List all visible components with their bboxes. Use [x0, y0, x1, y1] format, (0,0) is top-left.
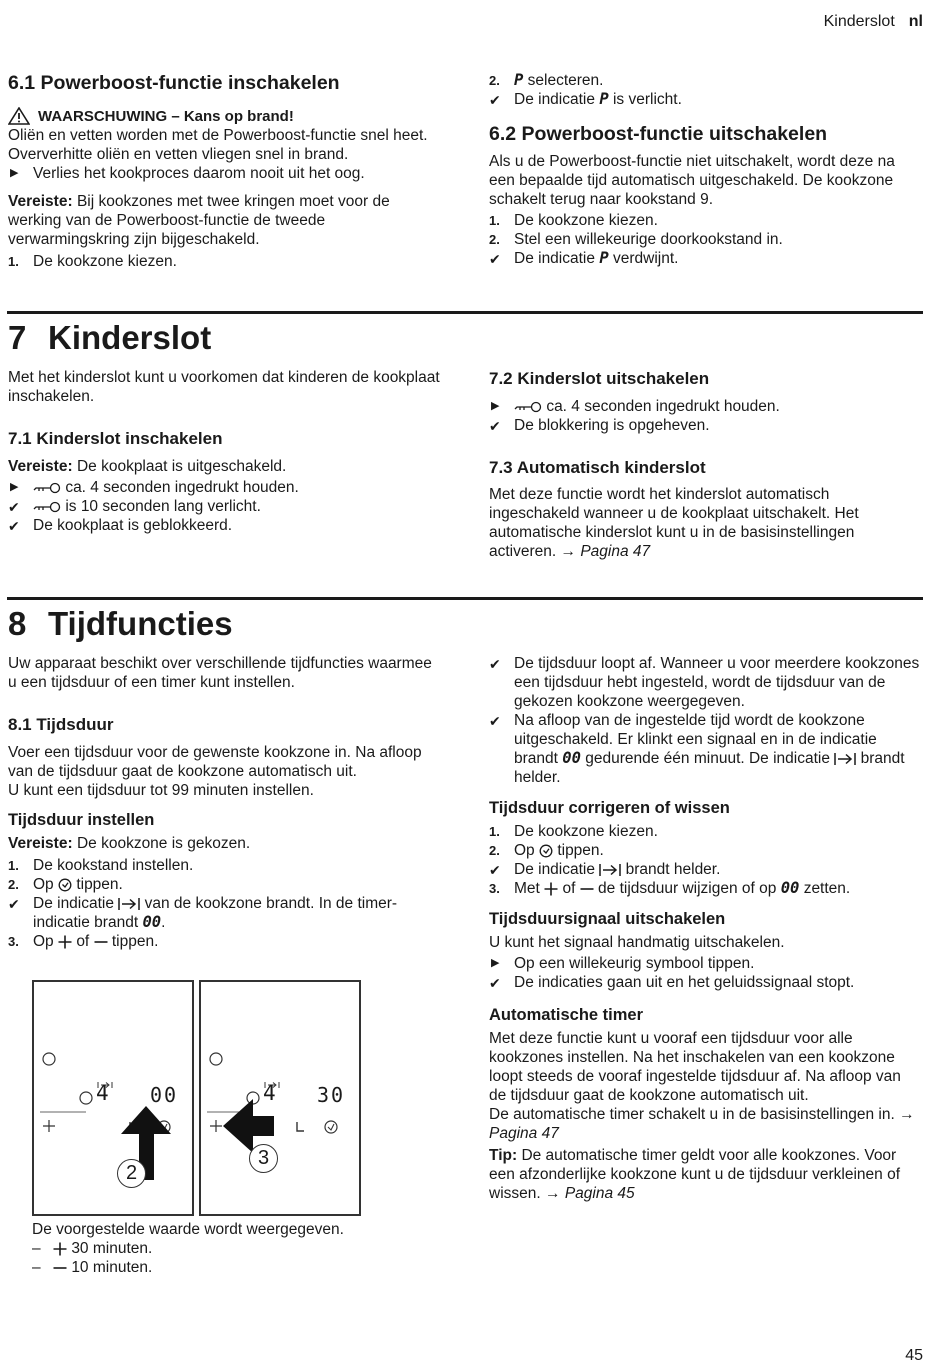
timer-clock-icon [539, 844, 553, 858]
chapter-7-intro: Met het kinderslot kunt u voorkomen dat kinderen de kookplaat inschakelen. [8, 369, 440, 405]
result: ✔ De indicatie van de kookzone brandt. In de timer-indicatie brandt 00. [8, 895, 398, 931]
step-text-c: de tijdsduur wijzigen of op [598, 880, 777, 897]
section-7-right [489, 368, 921, 561]
section-7-left [8, 368, 440, 535]
action-arrow-icon: ▶ [491, 400, 500, 412]
running-header [824, 12, 923, 31]
warning-action-text: Verlies het kookproces daarom nooit uit het oog. [33, 165, 365, 182]
step-2 [489, 71, 921, 90]
powerboost-symbol: P [514, 71, 524, 89]
result-text: De kookplaat is geblokkeerd. [33, 517, 233, 534]
result-text: De blokkering is opgeheven. [514, 417, 710, 434]
chapter-number: 8 [8, 605, 27, 642]
minus-icon [580, 882, 594, 896]
requirement-text: De kookzone is gekozen. [76, 835, 251, 852]
key-lock-icon [33, 501, 61, 513]
action [489, 397, 921, 416]
check-icon: ✔ [8, 518, 20, 534]
check-icon: ✔ [489, 862, 501, 878]
tip [489, 1146, 921, 1203]
step-text-a: Met [514, 880, 540, 897]
step-number: 2. [489, 73, 500, 88]
requirement-text: Bij kookzones met twee kringen moet voor de werking van de Powerboost-functie de tweede verwarmingskring zijn bijgeschakeld. [8, 193, 390, 248]
result-text: is 10 seconden lang verlicht. [65, 498, 261, 515]
chapter-7-heading [8, 318, 211, 358]
ref-arrow-icon: → [899, 1106, 915, 1123]
step-text-a: Op [33, 933, 54, 950]
action-arrow-icon: ▶ [10, 167, 19, 179]
action-text: ca. 4 seconden ingedrukt houden. [65, 479, 299, 496]
automatische-timer-text-1: Met deze functie kunt u vooraf een tijdsduur voor alle kookzones instellen. Na het inschakelen van een kookzone loopt steeds de vooraf ingestelde tijdsduur af. Na afloop van de tijdsduur gaat de kookzone automatisch uit. [489, 1030, 901, 1104]
plus-option [8, 1239, 440, 1258]
action-arrow-icon: ▶ [10, 481, 19, 493]
display-zero-symbol: 00 [780, 879, 800, 897]
step-3 [8, 932, 440, 951]
step-text-a: Op [514, 842, 535, 859]
powerboost-symbol: P [599, 249, 609, 267]
step-text-c: tippen. [111, 933, 159, 950]
signaal-text: U kunt het signaal handmatig uitschakelen. [489, 934, 785, 951]
step-number: 2. [489, 843, 500, 858]
step-2 [489, 841, 921, 860]
key-lock-icon [33, 482, 61, 494]
chapter-number: 7 [8, 319, 27, 356]
chapter-rule [7, 311, 923, 314]
action [489, 954, 921, 973]
tip-text: De automatische timer geldt voor alle kookzones. Voor een afzonderlijke kookzone kunt u de tijdsduur verkleinen of wissen. [489, 1147, 901, 1202]
section-8-1-text-2: U kunt een tijdsduur tot 99 minuten instellen. [8, 782, 314, 799]
dash-marker: – [32, 1259, 41, 1276]
section-6-2-title: 6.2 Powerboost-functie uitschakelen [489, 123, 828, 145]
step-text-b: of [76, 933, 90, 950]
section-8-1-title: 8.1 Tijdsduur [8, 715, 114, 734]
timer-indicator-icon [118, 897, 140, 911]
plus-icon [58, 935, 72, 949]
requirement-label: Vereiste: [8, 193, 73, 210]
step-number: 3. [8, 934, 19, 949]
check-icon: ✔ [489, 713, 501, 729]
step-number: 3. [489, 881, 500, 896]
chapter-rule [7, 597, 923, 600]
warning-box [8, 107, 440, 126]
power-level-digit: 4 [96, 1081, 109, 1105]
section-6-1 [8, 71, 440, 271]
step-text: selecteren. [527, 72, 604, 89]
step-text-b: tippen. [557, 842, 604, 859]
power-level-digit: 4 [263, 1081, 276, 1105]
header-section: Kinderslot [823, 13, 895, 30]
timer-indicator-icon [599, 863, 621, 877]
header-lang: nl [908, 13, 923, 30]
tip-label: Tip: [489, 1147, 518, 1164]
plus-icon [53, 1242, 67, 1256]
tijdsduur-instellen-title: Tijdsduur instellen [8, 811, 155, 829]
result-text: De indicaties gaan uit en het geluidssignaal stopt. [514, 974, 855, 991]
step-text: Stel een willekeurige doorkookstand in. [514, 231, 783, 248]
warning-title: WAARSCHUWING – Kans op brand! [38, 108, 294, 125]
check-icon: ✔ [8, 499, 20, 515]
result-text-b: gedurende één minuut. De indicatie [585, 750, 830, 767]
requirement-text: De kookplaat is uitgeschakeld. [76, 458, 287, 475]
result-text: De tijdsduur loopt af. Wanneer u voor meerdere kookzones een tijdsduur hebt ingesteld, wordt de tijdsduur van de gekozen kookzone weergegeven. [514, 655, 920, 710]
page-reference[interactable]: Pagina 45 [564, 1185, 635, 1202]
step-1 [489, 211, 921, 230]
result-text-b: brandt helder. [625, 861, 721, 878]
step-1 [8, 856, 440, 875]
action-text: ca. 4 seconden ingedrukt houden. [546, 398, 780, 415]
step-2 [8, 875, 440, 894]
proposed-value-text: De voorgestelde waarde wordt weergegeven. [32, 1221, 344, 1238]
check-icon: ✔ [489, 656, 501, 672]
callout-number: 2 [117, 1159, 146, 1188]
result-text-c: brandt helder. [514, 750, 905, 786]
chapter-title: Tijdfuncties [48, 605, 233, 642]
step-text: De kookzone kiezen. [33, 253, 177, 270]
step-text-b: tippen. [76, 876, 123, 893]
requirement-label: Vereiste: [8, 835, 73, 852]
step-text: De kookstand instellen. [33, 857, 194, 874]
check-icon: ✔ [489, 975, 501, 991]
after-panel [8, 1220, 440, 1277]
minus-icon [94, 935, 108, 949]
result [489, 860, 921, 879]
result-2 [489, 711, 921, 787]
result [489, 249, 921, 268]
step-text-b: of [562, 880, 576, 897]
automatische-timer-title: Automatische timer [489, 1006, 644, 1024]
warning-text: Oliën en vetten worden met de Powerboost-functie snel heet. Oververhitte oliën en vetten vliegen snel in brand. [8, 127, 428, 163]
requirement [8, 192, 440, 249]
section-7-3-body: Met deze functie wordt het kinderslot automatisch ingeschakeld wanneer u de kookplaat uitschakelt. Het automatische kinderslot kunt u in de basisinstellingen activeren. [489, 486, 859, 560]
page-reference[interactable]: Pagina 47 [580, 543, 651, 560]
timer-clock-icon [58, 878, 72, 892]
section-7-2-title: 7.2 Kinderslot uitschakelen [489, 369, 710, 388]
step-2 [489, 230, 921, 249]
check-icon: ✔ [489, 251, 501, 267]
minus-option-text: 10 minuten. [71, 1259, 153, 1276]
step-number: 1. [489, 213, 500, 228]
page-reference[interactable]: Pagina 47 [489, 1125, 559, 1142]
result-1 [489, 654, 921, 711]
check-icon: ✔ [489, 418, 501, 434]
section-7-3-title: 7.3 Automatisch kinderslot [489, 458, 706, 477]
section-6-1-cont [489, 71, 921, 268]
result [489, 416, 921, 435]
step-text-d: zetten. [803, 880, 851, 897]
step-number: 1. [8, 858, 19, 873]
chapter-8-intro: Uw apparaat beschikt over verschillende tijdfuncties waarmee u een tijdsduur of een timer kunt instellen. [8, 655, 432, 691]
step-1 [8, 252, 440, 271]
control-panel-illustration-2 [199, 980, 361, 1216]
ref-arrow-icon: → [560, 543, 577, 560]
result-text-a: De indicatie [33, 895, 114, 912]
key-lock-icon [514, 401, 542, 413]
timer-display-digits: 00 [150, 1083, 179, 1107]
control-panel-illustration-1 [32, 980, 194, 1216]
action-arrow-icon: ▶ [491, 957, 500, 969]
signaal-title: Tijdsduursignaal uitschakelen [489, 910, 726, 928]
check-icon: ✔ [8, 896, 20, 912]
powerboost-symbol: P [599, 90, 609, 108]
minus-icon [53, 1261, 67, 1275]
section-8-left [8, 654, 440, 951]
section-8-1-text-1: Voer een tijdsduur voor de gewenste kookzone in. Na afloop van de tijdsduur gaat de kookzone automatisch uit. [8, 744, 422, 780]
warning-action [8, 164, 440, 183]
action-text: Op een willekeurig symbool tippen. [514, 955, 755, 972]
step-3 [489, 879, 921, 898]
result-text-a: Na afloop van de ingestelde tijd wordt de kookzone uitgeschakeld. Er klinkt een signaal en in de indicatie brandt [514, 712, 877, 767]
result-1 [8, 497, 440, 516]
dash-marker: – [32, 1240, 41, 1257]
result-text-b: verdwijnt. [612, 250, 679, 267]
display-zero-symbol: 00 [562, 749, 581, 767]
chapter-8-heading [8, 604, 233, 644]
minus-option [8, 1258, 440, 1277]
callout-number: 3 [249, 1144, 278, 1173]
step-text: De kookzone kiezen. [514, 212, 658, 229]
check-icon: ✔ [489, 92, 501, 108]
step-number: 1. [8, 254, 19, 269]
corrigeren-title: Tijdsduur corrigeren of wissen [489, 799, 730, 817]
ref-arrow-icon: → [545, 1185, 561, 1202]
result [489, 973, 921, 992]
section-7-1-title: 7.1 Kinderslot inschakelen [8, 429, 223, 448]
plus-icon [544, 882, 558, 896]
requirement [8, 457, 440, 476]
step-text: De kookzone kiezen. [514, 823, 658, 840]
result-text-b: is verlicht. [612, 91, 682, 108]
step-number: 2. [489, 232, 500, 247]
result-text-a: De indicatie [514, 250, 595, 267]
step-1 [489, 822, 921, 841]
display-zero-symbol: 00 [142, 913, 162, 931]
step-number: 1. [489, 824, 500, 839]
result-text-a: De indicatie [514, 91, 595, 108]
step-number: 2. [8, 877, 19, 892]
automatische-timer-body: De automatische timer schakelt u in de basisinstellingen in. [489, 1106, 895, 1123]
section-7-3-text [489, 485, 921, 561]
result-2 [8, 516, 440, 535]
requirement-label: Vereiste: [8, 458, 73, 475]
timer-display-digits: 30 [317, 1083, 346, 1107]
chapter-title: Kinderslot [48, 319, 212, 356]
action [8, 478, 440, 497]
automatische-timer-text-2 [489, 1105, 921, 1143]
result-text-a: De indicatie [514, 861, 595, 878]
timer-indicator-icon [834, 752, 856, 766]
page-number: 45 [905, 1347, 923, 1364]
plus-option-text: 30 minuten. [71, 1240, 153, 1257]
warning-triangle-icon [8, 107, 30, 125]
result-text-b: van de kookzone brandt. In de timer-indicatie brandt [33, 895, 398, 931]
step-text-a: Op [33, 876, 54, 893]
requirement [8, 834, 440, 853]
section-6-1-title: 6.1 Powerboost-functie inschakelen [8, 72, 340, 94]
result [489, 90, 921, 109]
section-6-2-text: Als u de Powerboost-functie niet uitschakelt, wordt deze na een bepaalde tijd automatisch uitgeschakeld. De kookzone schakelt terug naar kookstand 9. [489, 153, 895, 208]
section-8-right [489, 654, 921, 1203]
